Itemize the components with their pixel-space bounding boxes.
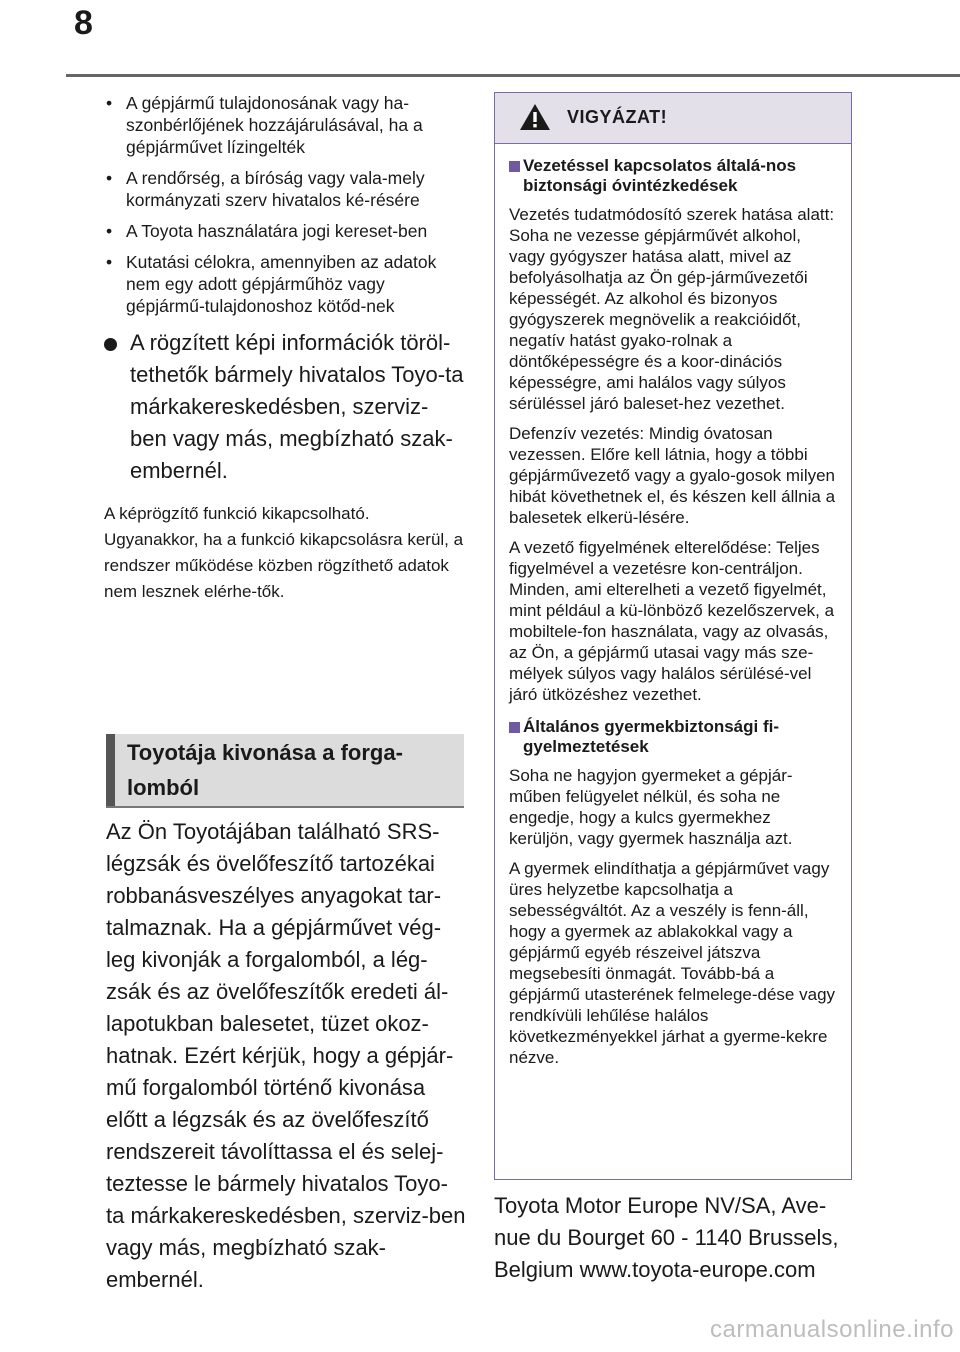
warning-subheading-text: Általános gyermekbiztonsági fi-gyelmeztetések bbox=[523, 717, 779, 756]
warning-subheading bbox=[509, 717, 837, 757]
page-number: 8 bbox=[74, 4, 93, 42]
list-item: • Kutatási célokra, amennyiben az adatok nem egy adott gépjárműhöz vagy gépjármű-tulajdonoshoz kötőd-nek bbox=[104, 251, 464, 317]
left-column bbox=[104, 92, 464, 605]
bullet-dot-icon bbox=[104, 338, 117, 351]
warning-subheading-text: Vezetéssel kapcsolatos általá-nos biztonsági óvintézkedések bbox=[523, 156, 797, 195]
main-bullet-text: A rögzített képi információk töröl-tethetők bármely hivatalos Toyo-ta márkakereskedésben, szerviz-ben vagy más, megbízható szak-embernél. bbox=[130, 330, 464, 483]
warning-paragraph: Defenzív vezetés: Mindig óvatosan vezessen. Előre kell látnia, hogy a többi gépjárművezető vagy a gyalo-gosok milyen hibát követhetnek el, és készen kell állnia a balesetek elkerü-lésére. bbox=[509, 424, 836, 527]
section-heading-rule bbox=[106, 806, 464, 808]
square-bullet-icon bbox=[509, 722, 520, 733]
warning-paragraph: A vezető figyelmének elterelődése: Teljes figyelmével a vezetésre kon-centráljon. Minden, ami elterelheti a vezető figyelmét, mint például a kü-lönböző kezelőszervek, a mobiltele-fon használata, vagy az olvasás, az Ön, a gépjármű utasai vagy más sze-mélyek súlyos vagy halálos sérülésé-vel járó ütközéshez vezethet. bbox=[509, 538, 835, 704]
list-item: • A rendőrség, a bíróság vagy vala-mely kormányzati szerv hivatalos ké-résére bbox=[104, 167, 464, 211]
warning-body bbox=[495, 144, 851, 1068]
warning-paragraph: Vezetés tudatmódosító szerek hatása alatt: Soha ne vezesse gépjárművét alkohol, vagy gyógyszer hatása alatt, mivel az befolyásolhatja az Ön gép-járművezetői képességét. Az alkohol és bizonyos gyógyszerek megnövelik a reakcióidőt, negatív hatást gyako-rolnak a döntőképességre és a koor-dinációs képességre, ami halálos vagy súlyos sérüléssel járó baleset-hez vezethet. bbox=[509, 205, 835, 413]
warning-header bbox=[495, 93, 851, 144]
warning-subheading bbox=[509, 156, 837, 196]
main-bullet bbox=[104, 327, 464, 487]
note-text: A képrögzítő funkció kikapcsolható. Ugyanakkor, ha a funkció kikapcsolásra kerül, a rendszer működése közben rögzíthető adatok nem lesznek elérhe-tők. bbox=[104, 504, 464, 601]
bullet-list bbox=[104, 92, 464, 317]
top-rule bbox=[66, 74, 960, 77]
watermark: carmanualsonline.info bbox=[710, 1316, 954, 1343]
warning-box bbox=[494, 92, 852, 1180]
warning-paragraph: Soha ne hagyjon gyermeket a gépjár-műben felügyelet nélkül, és soha ne engedje, hogy a kulcs gyermekhez kerüljön, vagy gyermek használja azt. bbox=[509, 766, 793, 848]
address: Toyota Motor Europe NV/SA, Ave-nue du Bourget 60 - 1140 Brussels, Belgium www.toyota-europe.com bbox=[494, 1193, 839, 1282]
section-body: Az Ön Toyotájában található SRS-légzsák és övelőfeszítő tartozékai robbanásveszélyes anyagokat tar-talmaznak. Ha a gépjárművet vég-leg kivonják a forgalomból, a lég-zsák és az övelőfeszítők eredeti ál-lapotukban balesetet, tüzet okoz-hatnak. Ezért kérjük, hogy a gépjár-mű forgalomból történő kivonása előtt a légzsák és az övelőfeszítő rendszereit távolíttassa el és selej-teztesse le bármely hivatalos Toyo-ta márkakereskedésben, szerviz-ben vagy más, megbízható szak-embernél. bbox=[106, 819, 466, 1292]
warning-triangle-icon bbox=[519, 103, 551, 136]
section-heading: Toyotája kivonása a forga-lomból bbox=[106, 734, 464, 806]
list-item: • A Toyota használatára jogi kereset-ben bbox=[104, 220, 464, 242]
square-bullet-icon bbox=[509, 161, 520, 172]
warning-title: VIGYÁZAT! bbox=[567, 107, 668, 127]
list-item: • A gépjármű tulajdonosának vagy ha-szonbérlőjének hozzájárulásával, ha a gépjárművet lízingelték bbox=[104, 92, 464, 158]
warning-paragraph: A gyermek elindíthatja a gépjárművet vagy üres helyzetbe kapcsolhatja a sebességváltót. Az a veszély is fenn-áll, hogy a gyermek az ablakokkal vagy a gépjármű egyéb részeivel játszva megsebesíti önmagát. Tovább-bá a gépjármű utasterének felmelege-dése vagy rendkívüli lehűlése halálos következményekkel járhat a gyerme-kekre nézve. bbox=[509, 859, 836, 1067]
